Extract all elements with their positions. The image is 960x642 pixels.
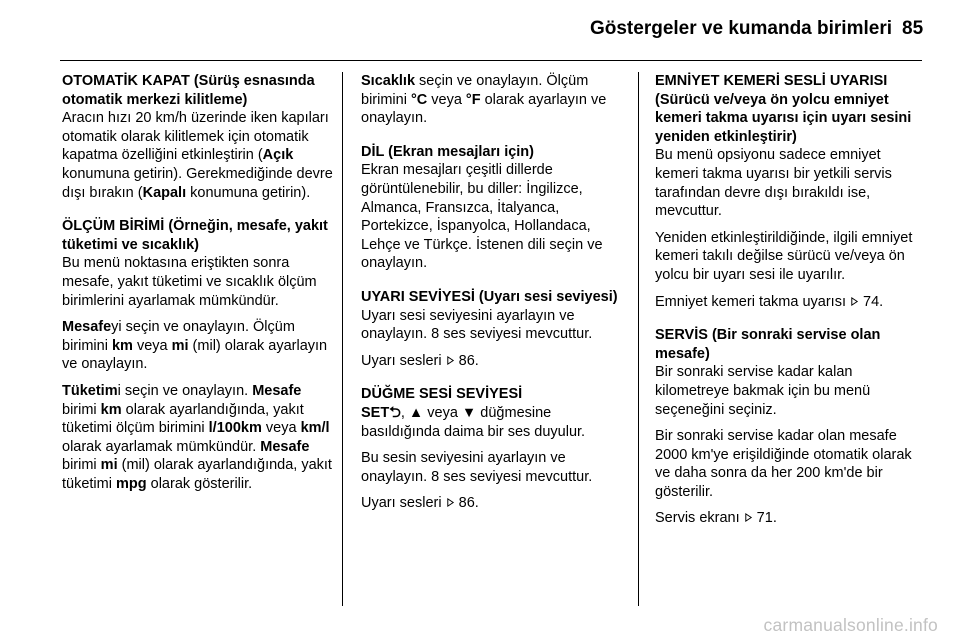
section-heading: UYARI SEVİYESİ (Uyarı sesi seviyesi): [361, 288, 618, 305]
page-header-title: Göstergeler ve kumanda birimleri: [589, 18, 892, 39]
paragraph: Uyarı sesleri 86.: [361, 352, 479, 369]
section-heading: DÜĞME SESİ SEVİYESİ: [361, 386, 523, 403]
section-heading: ÖLÇÜM BİRİMİ (Örneğin, mesafe, yakıt tüketimi ve sıcaklık): [62, 218, 328, 253]
paragraph: Uyarı sesi seviyesini ayarlayın ve onaylayın. 8 ses seviyesi mevcuttur.: [361, 307, 593, 343]
section-otomatik-kapat: [62, 72, 334, 202]
column-divider-right: [638, 72, 639, 606]
section-sicaklik: [361, 72, 633, 128]
paragraph: Bu sesin seviyesini ayarlayın ve onaylayın. 8 ses seviyesi mevcuttur.: [361, 450, 593, 485]
paragraph: Yeniden etkinleştirildiğinde, ilgili emniyet kemeri takılı değilse sürücü ve/veya ön yolcu bir uyarı sesi ile uyarılır.: [655, 229, 913, 283]
paragraph: Bu menü noktasına eriştikten sonra mesafe, yakıt tüketimi ve sıcaklık ölçüm birimlerini ayarlamak mümkündür.: [62, 255, 317, 309]
paragraph: Mesafeyi seçin ve onaylayın. Ölçüm birimini km veya mi (mil) olarak ayarlayın ve onaylayın.: [62, 319, 328, 373]
page-reference-arrow-icon: [850, 297, 859, 306]
paragraph: Sıcaklık seçin ve onaylayın. Ölçüm birimini °C veya °F olarak ayarlayın ve onaylayın.: [361, 73, 607, 127]
section-servis: [655, 326, 925, 528]
section-olcum-birimi: [62, 217, 334, 493]
section-emniyet-kemeri: [655, 72, 925, 311]
paragraph: Servis ekranı 71.: [655, 510, 777, 527]
paragraph: Ekran mesajları çeşitli dillerde görüntülenebilir, bu diller: İngilizce, Almanca, Fransızca, İtalyanca, Portekizce, İspanyolca, Hollandaca, Lehçe ve Türkçe. İstenen dili seçin ve onaylayın.: [361, 162, 603, 272]
page-reference-arrow-icon: [446, 498, 455, 507]
section-dil: [361, 143, 633, 273]
paragraph: Uyarı sesleri 86.: [361, 495, 479, 512]
section-uyari-seviyesi: [361, 288, 633, 370]
paragraph: Bu menü opsiyonu sadece emniyet kemeri takma uyarısı bir yetkili servis tarafından devre dışı bırakıldı ise, mevcuttur.: [655, 147, 892, 220]
back-arrow-icon: ⮌: [389, 404, 401, 421]
page-number: 85: [902, 18, 924, 39]
paragraph: Aracın hızı 20 km/h üzerinde iken kapıları otomatik olarak kilitlemek için otomatik kapatma özelliğini etkinleştirin (Açık konumuna getirin). Gerekmediğinde devre dışı bırakın (Kapalı konumuna getirin).: [62, 110, 333, 201]
section-dugme-sesi: [361, 385, 633, 513]
paragraph: Bir sonraki servise kadar kalan kilometreye bakmak için bu menü seçeneğini seçiniz.: [655, 364, 871, 418]
section-heading: SERVİS (Bir sonraki servise olan mesafe): [655, 327, 881, 362]
header-rule: [60, 60, 922, 61]
paragraph: Emniyet kemeri takma uyarısı 74.: [655, 293, 884, 310]
column-divider-left: [342, 72, 343, 606]
column-2: [361, 72, 633, 528]
paragraph: SET⮌, ▲ veya ▼ düğmesine basıldığında daima bir ses duyulur.: [361, 404, 586, 440]
section-heading: OTOMATİK KAPAT (Sürüş esnasında otomatik merkezi kilitleme): [62, 73, 315, 108]
paragraph: Tüketimi seçin ve onaylayın. Mesafe birimi km olarak ayarlandığında, yakıt tüketimi ölçüm birimini l/100km veya km/l olarak ayarlamak mümkündür. Mesafe birimi mi (mil) olarak ayarlandığında, yakıt tüketimi mpg olarak gösterilir.: [62, 382, 332, 492]
column-3: [655, 72, 925, 543]
section-heading: EMNİYET KEMERİ SESLİ UYARISI (Sürücü ve/veya ön yolcu emniyet kemeri takma uyarısı için uyarı sesini yeniden etkinleştirir): [655, 73, 912, 145]
page-reference-arrow-icon: [446, 356, 455, 365]
page-reference-arrow-icon: [744, 513, 753, 522]
paragraph: Bir sonraki servise kadar olan mesafe 2000 km'ye erişildiğinde otomatik olarak ve daha sonra da her 200 km'de bir gösterilir.: [655, 428, 912, 500]
section-heading: DİL (Ekran mesajları için): [361, 143, 534, 160]
column-1: [62, 72, 334, 508]
watermark: carmanualsonline.info: [763, 615, 938, 635]
